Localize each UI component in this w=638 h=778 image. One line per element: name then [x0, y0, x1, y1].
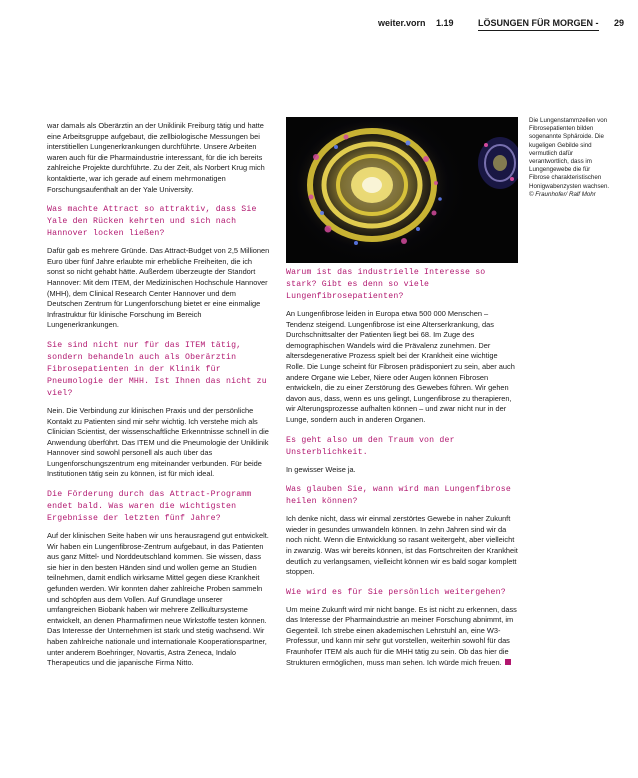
image-caption — [529, 117, 611, 199]
header-separator: - — [595, 18, 599, 28]
caption-text: Die Lungenstammzellen von Fibrosepatienten bilden sogenannte Sphäroide. Die kugeligen Gebilde sind vermutlich dafür verantwortlich, dass im Lungengewebe die für Fibrose charakteristischen Honigwabenzysten wachsen. — [529, 117, 610, 190]
interview-question: Was glauben Sie, wann wird man Lungenfibrose heilen können? — [286, 485, 511, 507]
magazine-name: weiter.vorn — [378, 18, 426, 28]
end-of-article-marker — [505, 659, 511, 665]
answer-paragraph: Auf der klinischen Seite haben wir uns herausragend gut entwickelt. Wir haben ein Lungenfibrose-Zentrum aufgebaut, in das Patienten aus ganz Mittel- und Norddeutschland kommen. Sie wissen, dass sie hier in den besten Händen sind und wollen gerne an Studien teilnehmen, damit endlich wirksame Mittel gegen diese Krankheit gefunden werden. Wir konnten daher zahlreiche Proben sammeln und schöpfen aus dem Vollen. Auf Grundlage unserer umfangreichen Biobank haben wir mehrere Zellkultursysteme entwickelt, an denen Pharmafirmen neue Wirkstoffe testen können. Das Interesse der Unternehmen ist stark und stetig wachsend. Wir haben zahlreiche nationale und internationale Kooperationspartner, unter anderem Boehringer, Novartis, Astra Zeneca, Indalo Therapeutics und die japanische Firma Nitto. — [47, 531, 269, 668]
answer-paragraph: An Lungenfibrose leiden in Europa etwa 500 000 Menschen – Tendenz steigend. Lungenfibrose ist eine Alterserkrankung, das Durchschnittsalter der Patienten liegt bei 68. Im Zuge des demographischen Wandels wird die Prävalenz zunehmen. Der altersdegenerative Prozess spielt bei der Krankheit eine wichtige Rolle. Die Lunge scheint für Fibrosen prädisponiert zu sein, aber auch andere Organe wie Leber, Niere oder Augen können Fibrosen entwickeln, die zu einer Zerstörung des Gewebes führen. Wir gehen davon aus, dass, wenn es uns gelingt, Lungenfibrose zu therapieren, wir Alterungsprozesse aufhalten können – und zwar nicht nur in der Lunge, sondern auch in anderen Organen. — [286, 309, 515, 424]
answer-text: Um meine Zukunft wird mir nicht bange. Es ist nicht zu erkennen, dass das Interesse der Pharmaindustrie an meiner Forschung abnimmt, im Gegenteil. Ich strebe einen akademischen Lehrstuhl an, eine W3-Professur, und kann mir sehr gut vorstellen, weiterhin sowohl für das Fraunhofer ITEM als auch für die MHH tätig zu sein. Ob das hier die Strukturen ermöglichen, muss man sehen. Ich würde mich freuen. — [286, 604, 517, 667]
answer-paragraph: Nein. Die Verbindung zur klinischen Praxis und der persönliche Kontakt zu Patienten sind mir sehr wichtig. Ich verstehe mich als Clinician Scientist, der wissenschaftliche Erkenntnisse schnell in die Anwendung überführt. Das ITEM und die Pneumologie der Uniklinik Hannover sind sowohl personell als auch über das Lungenforschungszentrum eng miteinander verbunden. Für beide Institutionen tätig sein zu können, ist für mich ideal. — [47, 405, 269, 479]
interview-question: Sie sind nicht nur für das ITEM tätig, sondern behandeln auch als Oberärztin Fibrosepatienten in der Klinik für Pneumologie der MHH. Ist Ihnen das nicht zu viel? — [47, 340, 267, 398]
interview-question: Die Förderung durch das Attract-Programm endet bald. Was waren die wichtigsten Ergebnisse der letzten fünf Jahre? — [47, 490, 252, 524]
answer-paragraph: Ich denke nicht, dass wir einmal zerstörtes Gewebe in naher Zukunft wieder in gesundes umwandeln können. In zehn Jahren sind wir da noch nicht. Wenn die Entwicklung so rasant weitergeht, aber vielleicht in zwanzig. Was wir bereits können, ist das Fortschreiten der Krankheit deutlich zu verlangsamen, vielleicht können wir es bald sogar komplett stoppen. — [286, 514, 518, 577]
answer-paragraph — [286, 605, 518, 669]
interview-question: Wie wird es für Sie persönlich weitergehen? — [286, 587, 506, 597]
page-header — [378, 18, 624, 34]
answer-paragraph: Dafür gab es mehrere Gründe. Das Attract-Budget von 2,5 Millionen Euro über fünf Jahre erlaubte mir erhebliche Freiheiten, die ich sonst so nicht gehabt hätte. Außerdem überzeugte der Standort Hannover: Mit dem ITEM, der Medizinischen Hochschule Hannover (MHH), dem Clinical Research Center Hannover und dem Deutschen Zentrum für Lungenforschung bietet er eine einmalige Infrastruktur für klinische Forschung im Bereich Lungenerkrankungen. — [47, 246, 270, 330]
answer-paragraph: In gewisser Weise ja. — [286, 464, 356, 474]
photo-credit: © Fraunhofer/ Ralf Mohr — [529, 190, 596, 198]
interview-question: Was machte Attract so attraktiv, dass Sie Yale den Rücken kehrten und sich nach Hannover locken ließen? — [47, 205, 257, 239]
page-number: 29 — [613, 18, 624, 28]
spheroid-illustration — [286, 117, 518, 263]
left-column — [47, 121, 271, 669]
section-title — [478, 18, 599, 31]
answer-paragraph: war damals als Oberärztin an der Uniklinik Freiburg tätig und hatte eine Arbeitsgruppe aufgebaut, die zellbiologische Messungen bei interstitiellen Lungenerkrankungen durchführte. Unsere Arbeiten waren auch für die Pharmaindustrie interessant, für die ich bereits zahlreiche Projekte durchführte. Zu der Zeit, als Norbert Krug mich kontaktierte, war ich gerade auf einem mehrmonatigen Forschungsaufenthalt an der Yale University. — [47, 121, 265, 194]
interview-question: Warum ist das industrielle Interesse so stark? Gibt es denn so viele Lungenfibrosepatienten? — [286, 268, 486, 301]
right-column — [286, 267, 518, 668]
interview-question: Es geht also um den Traum von der Unsterblichkeit. — [286, 435, 455, 457]
microscopy-image — [286, 117, 518, 263]
issue-number: 1.19 — [436, 18, 454, 28]
section-name: LÖSUNGEN FÜR MORGEN — [478, 18, 594, 28]
